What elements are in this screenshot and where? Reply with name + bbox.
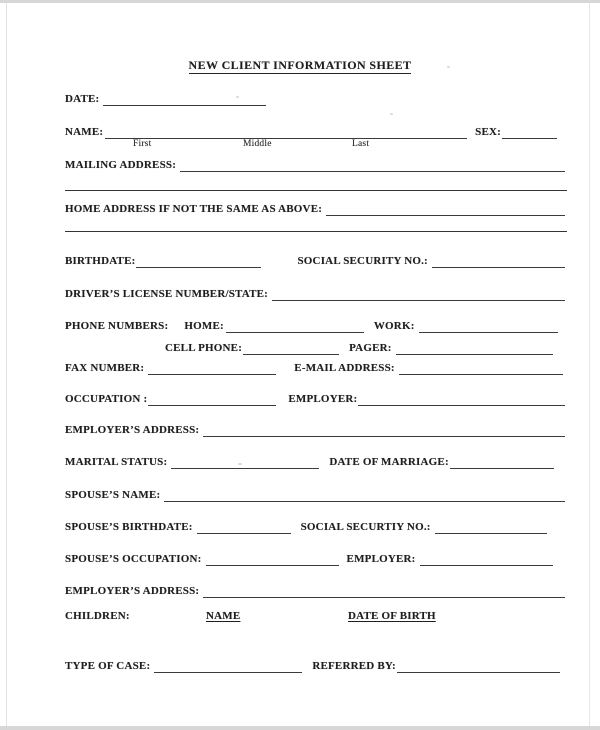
sex-field-line xyxy=(502,127,557,139)
spouses-occupation-field-line xyxy=(206,554,339,566)
type-of-case-row xyxy=(65,659,565,673)
spouses-occupation-row xyxy=(65,552,565,566)
email-address-label: E-MAIL ADDRESS: xyxy=(294,362,395,374)
mailing-address-field-line xyxy=(180,160,565,172)
employers-address-label: EMPLOYER’S ADDRESS: xyxy=(65,424,200,436)
employers-address-field-line xyxy=(203,425,565,437)
social-security-field-line xyxy=(432,256,565,268)
children-label: CHILDREN: xyxy=(65,610,130,622)
name-last-sublabel: Last xyxy=(352,139,370,149)
spouses-birthdate-field-line xyxy=(197,522,291,534)
referred-by-field-line xyxy=(397,661,560,673)
children-dob-column-header: DATE OF BIRTH xyxy=(348,610,436,622)
spouse-employer-field-line xyxy=(420,554,553,566)
form-title-row xyxy=(0,58,600,73)
mailing-address-row xyxy=(65,158,565,172)
occupation-field-line xyxy=(148,394,276,406)
home-address-field-line xyxy=(326,204,565,216)
occupation-label: OCCUPATION : xyxy=(65,393,148,405)
social-security-label: SOCIAL SECURITY NO.: xyxy=(297,255,428,267)
name-sublabels-row xyxy=(65,139,565,151)
spouses-birthdate-row xyxy=(65,520,565,534)
marital-status-label: MARITAL STATUS: xyxy=(65,456,168,468)
name-middle-sublabel: Middle xyxy=(243,139,272,149)
form-title: NEW CLIENT INFORMATION SHEET xyxy=(188,58,412,72)
spouses-name-field-line xyxy=(164,490,565,502)
scan-speck xyxy=(390,113,393,115)
drivers-license-label: DRIVER’S LICENSE NUMBER/STATE: xyxy=(65,288,269,300)
name-first-sublabel: First xyxy=(133,139,152,149)
phone-pager-field-line xyxy=(396,343,553,355)
spouse-social-security-label: SOCIAL SECURTIY NO.: xyxy=(300,521,431,533)
birthdate-field-line xyxy=(136,256,261,268)
employer-label: EMPLOYER: xyxy=(288,393,358,405)
spouses-birthdate-label: SPOUSE’S BIRTHDATE: xyxy=(65,521,193,533)
name-row xyxy=(65,125,565,139)
date-field-line xyxy=(103,94,266,106)
spouse-employers-address-field-line xyxy=(203,586,565,598)
date-label: DATE: xyxy=(65,93,100,105)
phone-pager-label: PAGER: xyxy=(349,342,392,354)
scan-edge-right xyxy=(589,3,590,726)
children-name-column-header: NAME xyxy=(206,610,241,622)
employer-field-line xyxy=(358,394,565,406)
phone-home-label: HOME: xyxy=(184,320,224,332)
drivers-license-field-line xyxy=(272,289,565,301)
phone-work-label: WORK: xyxy=(373,320,415,332)
scan-edge-left xyxy=(6,3,7,726)
name-label: NAME: xyxy=(65,126,104,138)
spouse-social-security-field-line xyxy=(435,522,547,534)
phone-home-work-row xyxy=(65,319,565,333)
mailing-address-label: MAILING ADDRESS: xyxy=(65,159,177,171)
fax-number-label: FAX NUMBER: xyxy=(65,362,145,374)
sex-label: SEX: xyxy=(475,126,501,138)
mailing-address-second-line xyxy=(65,190,567,191)
birthdate-row xyxy=(65,254,565,268)
scan-edge-top xyxy=(0,0,600,3)
home-address-label: HOME ADDRESS IF NOT THE SAME AS ABOVE: xyxy=(65,203,323,215)
date-of-marriage-field-line xyxy=(450,457,554,469)
phone-home-field-line xyxy=(226,321,364,333)
spouse-employers-address-label: EMPLOYER’S ADDRESS: xyxy=(65,585,200,597)
name-field-line xyxy=(105,127,467,139)
fax-email-row xyxy=(65,361,565,375)
type-of-case-field-line xyxy=(154,661,302,673)
home-address-second-line xyxy=(65,231,567,232)
spouse-employer-label: EMPLOYER: xyxy=(346,553,416,565)
date-of-marriage-label: DATE OF MARRIAGE: xyxy=(329,456,449,468)
spouses-occupation-label: SPOUSE’S OCCUPATION: xyxy=(65,553,202,565)
home-address-row xyxy=(65,202,565,216)
fax-number-field-line xyxy=(148,363,276,375)
spouses-name-label: SPOUSE’S NAME: xyxy=(65,489,161,501)
phone-cell-label: CELL PHONE: xyxy=(165,342,243,354)
drivers-license-row xyxy=(65,287,565,301)
type-of-case-label: TYPE OF CASE: xyxy=(65,660,151,672)
marital-status-field-line xyxy=(171,457,319,469)
employers-address-row xyxy=(65,423,565,437)
spouses-name-row xyxy=(65,488,565,502)
phone-cell-pager-row xyxy=(65,341,565,355)
phone-cell-field-line xyxy=(243,343,339,355)
email-address-field-line xyxy=(399,363,563,375)
date-row xyxy=(65,92,565,106)
children-header-row xyxy=(65,609,565,623)
phone-work-field-line xyxy=(419,321,558,333)
phone-numbers-label: PHONE NUMBERS: xyxy=(65,320,169,332)
scan-edge-bottom xyxy=(0,726,600,730)
birthdate-label: BIRTHDATE: xyxy=(65,255,136,267)
spouse-employers-address-row xyxy=(65,584,565,598)
marital-status-row xyxy=(65,455,565,469)
occupation-row xyxy=(65,392,565,406)
referred-by-label: REFERRED BY: xyxy=(312,660,396,672)
